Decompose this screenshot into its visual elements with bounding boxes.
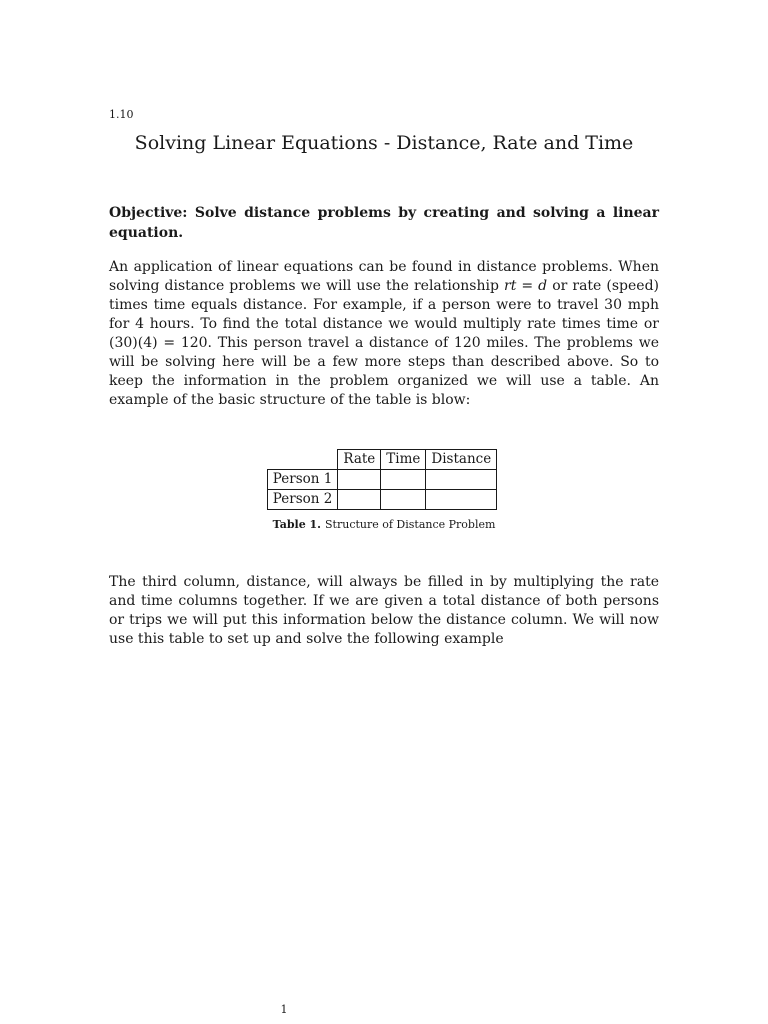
table-caption — [109, 517, 659, 533]
distance-table-container — [109, 449, 659, 510]
caption-text: Structure of Distance Problem — [325, 518, 496, 531]
header-distance: Distance — [426, 450, 497, 470]
explanation-paragraph: The third column, distance, will always be filled in by multiplying the rate and time columns together. If we are given a total distance of both persons or trips we will put this information below the distance column. We will now use this table to set up and solve the following example — [109, 574, 659, 647]
cell-person-2-rate — [338, 490, 381, 510]
cell-person-1-time — [381, 470, 426, 490]
table-row — [267, 470, 496, 490]
caption-label: Table 1. — [272, 518, 322, 531]
page-title: Solving Linear Equations - Distance, Rate and Time — [134, 132, 634, 154]
document-page — [109, 0, 659, 1024]
objective-statement: Objective: Solve distance problems by creating and solving a linear equation. — [109, 205, 659, 241]
cell-person-2-time — [381, 490, 426, 510]
header-time: Time — [381, 450, 426, 470]
section-number: 1.10 — [109, 108, 134, 121]
page-number: 1 — [280, 1003, 288, 1016]
table-corner-cell — [267, 450, 338, 470]
header-rate: Rate — [338, 450, 381, 470]
intro-text-start: An application of linear equations can be found in distance problems. When solving distance problems we will use the relationship — [109, 259, 659, 294]
cell-person-2-distance — [426, 490, 497, 510]
formula-rt-equals-d: rt = d — [504, 278, 548, 294]
intro-paragraph — [109, 258, 659, 410]
table-header-row — [267, 450, 496, 470]
cell-person-1-distance — [426, 470, 497, 490]
distance-problem-table — [267, 449, 497, 510]
row-label-person-2: Person 2 — [267, 490, 338, 510]
table-row — [267, 490, 496, 510]
cell-person-1-rate — [338, 470, 381, 490]
intro-text-end: or rate (speed) times time equals distance. For example, if a person were to travel 30 mph for 4 hours. To find the total distance we would multiply rate times time or (30)(4) = 120. This person travel a distance of 120 miles. The problems we will be solving here will be a few more steps than described above. So to keep the information in the problem organized we will use a table. An example of the basic structure of the table is blow: — [109, 278, 660, 408]
row-label-person-1: Person 1 — [267, 470, 338, 490]
